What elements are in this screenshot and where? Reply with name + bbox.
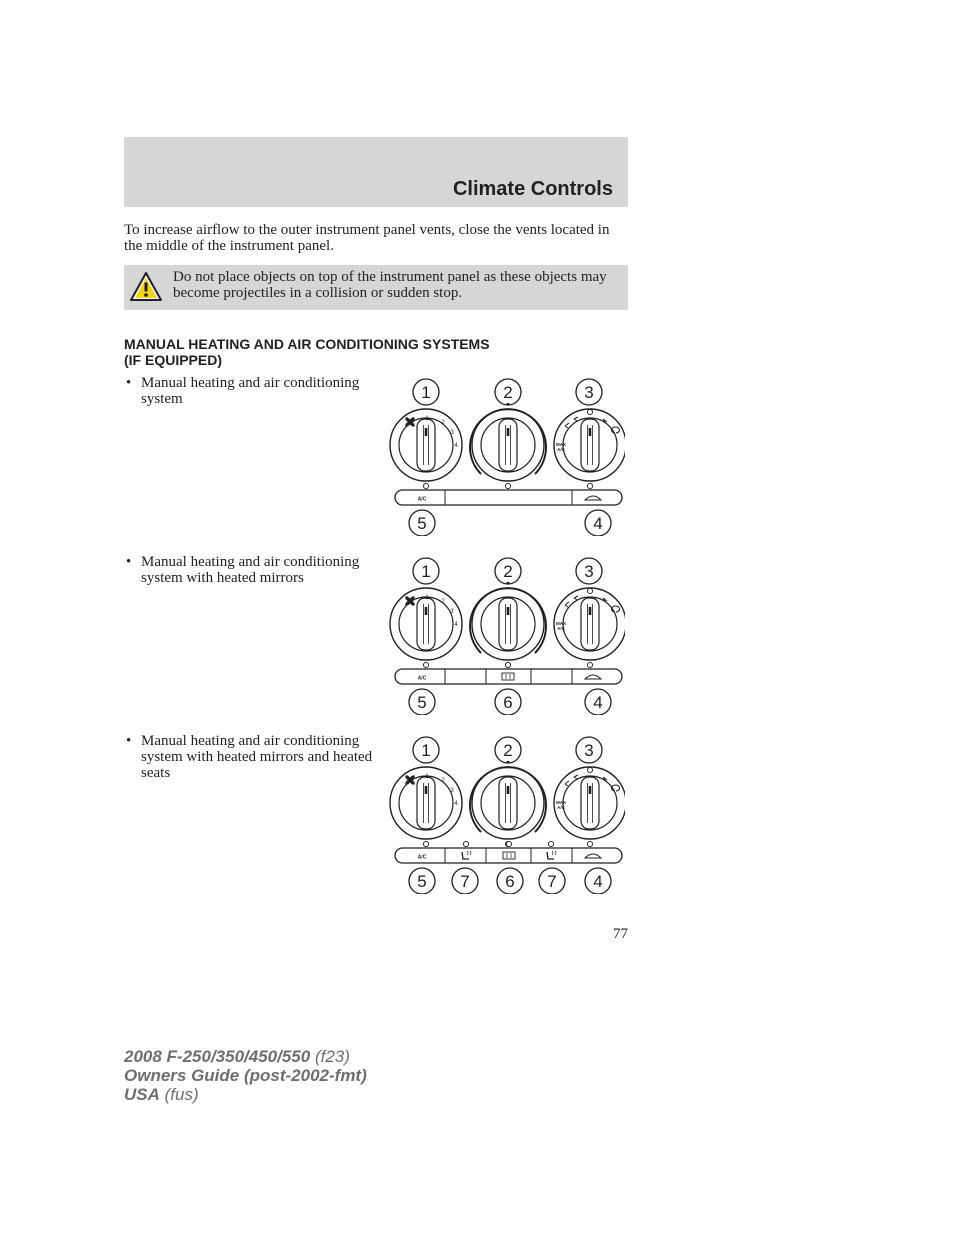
indicator-light: [463, 841, 468, 846]
callout-number: 4: [593, 693, 603, 712]
temperature-mark: [507, 403, 510, 405]
callout-number: 5: [417, 514, 427, 533]
footer-region-code: (fus): [164, 1085, 199, 1104]
fan-scale-label: 2: [441, 778, 445, 784]
intro-paragraph: To increase airflow to the outer instrument panel vents, close the vents located in the middle of the instrument panel.: [124, 222, 610, 254]
footer-region: USA: [124, 1085, 160, 1104]
fan-scale-label: 3: [450, 430, 454, 436]
fan-scale-label: 4: [454, 622, 458, 628]
callout-number: 2: [503, 741, 513, 760]
indicator-light: [587, 662, 592, 667]
fan-speed-knob-grip: [417, 777, 435, 829]
temperature-knob-pointer: [507, 786, 510, 794]
callout-number: 3: [584, 562, 594, 581]
footer-model-code: (f23): [314, 1047, 350, 1066]
warning-text: Do not place objects on top of the instrument panel as these objects may become projectiles in a collision or sudden stop.: [173, 269, 607, 301]
bullet-item: [124, 554, 374, 586]
fan-scale-label: 2: [441, 599, 445, 605]
ac-button-label: A/C: [417, 496, 427, 503]
indicator-light: [587, 409, 592, 414]
temperature-knob-grip: [499, 419, 517, 471]
max-ac-label: MAX: [556, 442, 566, 447]
bullet-dot: •: [126, 375, 132, 391]
indicator-light: [423, 483, 428, 488]
callout-number: 5: [417, 872, 427, 891]
mode-knob-pointer: [589, 607, 592, 615]
max-ac-label: A/C: [557, 805, 565, 810]
mode-knob-grip: [581, 598, 599, 650]
callout-number: 1: [421, 383, 431, 402]
callout-number: 2: [503, 383, 513, 402]
mode-knob-pointer: [589, 428, 592, 436]
fan-scale-label: 1: [425, 595, 429, 601]
control-panel-diagram-heated-mirrors-seats: [385, 734, 625, 894]
callout-number: 3: [584, 383, 594, 402]
footer-model: 2008 F-250/350/450/550: [124, 1047, 311, 1066]
callout-number: 4: [593, 514, 603, 533]
callout-number: 1: [421, 562, 431, 581]
section-heading-line2: (IF EQUIPPED): [124, 352, 223, 368]
indicator-light: [587, 767, 592, 772]
section-heading-line1: MANUAL HEATING AND AIR CONDITIONING SYSTEMS: [124, 336, 490, 352]
fan-scale-label: 2: [441, 420, 445, 426]
fan-speed-knob-grip: [417, 419, 435, 471]
fan-speed-knob-pointer: [425, 607, 428, 615]
section-heading: [124, 336, 490, 368]
page-number: 77: [613, 926, 628, 942]
page-title: Climate Controls: [452, 178, 613, 200]
fan-speed-knob-pointer: [425, 786, 428, 794]
callout-number: 3: [584, 741, 594, 760]
max-ac-label: MAX: [556, 621, 566, 626]
callout-number: 2: [503, 562, 513, 581]
callout-number: 6: [505, 872, 515, 891]
fan-scale-label: 4: [454, 801, 458, 807]
header-band: [124, 137, 628, 207]
fan-speed-knob-grip: [417, 598, 435, 650]
control-panel-diagram-basic: [385, 376, 625, 536]
bullet-text: Manual heating and air conditioning system with heated mirrors: [141, 554, 360, 586]
bullet-item: [124, 733, 374, 781]
temperature-mark: [507, 761, 510, 763]
indicator-light: [548, 841, 553, 846]
footer: [124, 1047, 367, 1104]
callout-number: 6: [503, 693, 513, 712]
warning-box: [124, 265, 628, 310]
bullet-dot: •: [126, 554, 132, 570]
ac-button-label: A/C: [417, 675, 427, 682]
max-ac-label: MAX: [556, 800, 566, 805]
mode-knob-grip: [581, 419, 599, 471]
mode-knob-grip: [581, 777, 599, 829]
indicator-light: [587, 588, 592, 593]
fan-speed-knob-pointer: [425, 428, 428, 436]
indicator-light: [506, 841, 511, 846]
ac-button-label: A/C: [417, 854, 427, 861]
control-panel-diagram-heated-mirrors: [385, 555, 625, 715]
temperature-knob-grip: [499, 777, 517, 829]
callout-number: 7: [547, 872, 557, 891]
indicator-light: [587, 841, 592, 846]
callout-number: 7: [460, 872, 470, 891]
indicator-light: [505, 483, 510, 488]
max-ac-label: A/C: [557, 447, 565, 452]
fan-scale-label: 3: [450, 788, 454, 794]
indicator-light: [587, 483, 592, 488]
max-ac-label: A/C: [557, 626, 565, 631]
callout-number: 4: [593, 872, 603, 891]
callout-number: 5: [417, 693, 427, 712]
indicator-light: [423, 662, 428, 667]
fan-scale-label: 3: [450, 609, 454, 615]
warning-triangle-icon: [129, 271, 163, 303]
mode-knob-pointer: [589, 786, 592, 794]
bullet-dot: •: [126, 733, 132, 749]
callout-number: 1: [421, 741, 431, 760]
footer-guide: Owners Guide (post-2002-fmt): [124, 1066, 367, 1085]
temperature-knob-pointer: [507, 607, 510, 615]
bullet-item: [124, 375, 374, 407]
indicator-light: [423, 841, 428, 846]
fan-scale-label: 1: [425, 774, 429, 780]
temperature-knob-grip: [499, 598, 517, 650]
fan-scale-label: 4: [454, 443, 458, 449]
bullet-text: Manual heating and air conditioning system: [141, 375, 360, 407]
temperature-mark: [507, 582, 510, 584]
bullet-text: Manual heating and air conditioning system with heated mirrors and heated seats: [141, 733, 373, 781]
fan-scale-label: 1: [425, 416, 429, 422]
temperature-knob-pointer: [507, 428, 510, 436]
indicator-light: [505, 662, 510, 667]
